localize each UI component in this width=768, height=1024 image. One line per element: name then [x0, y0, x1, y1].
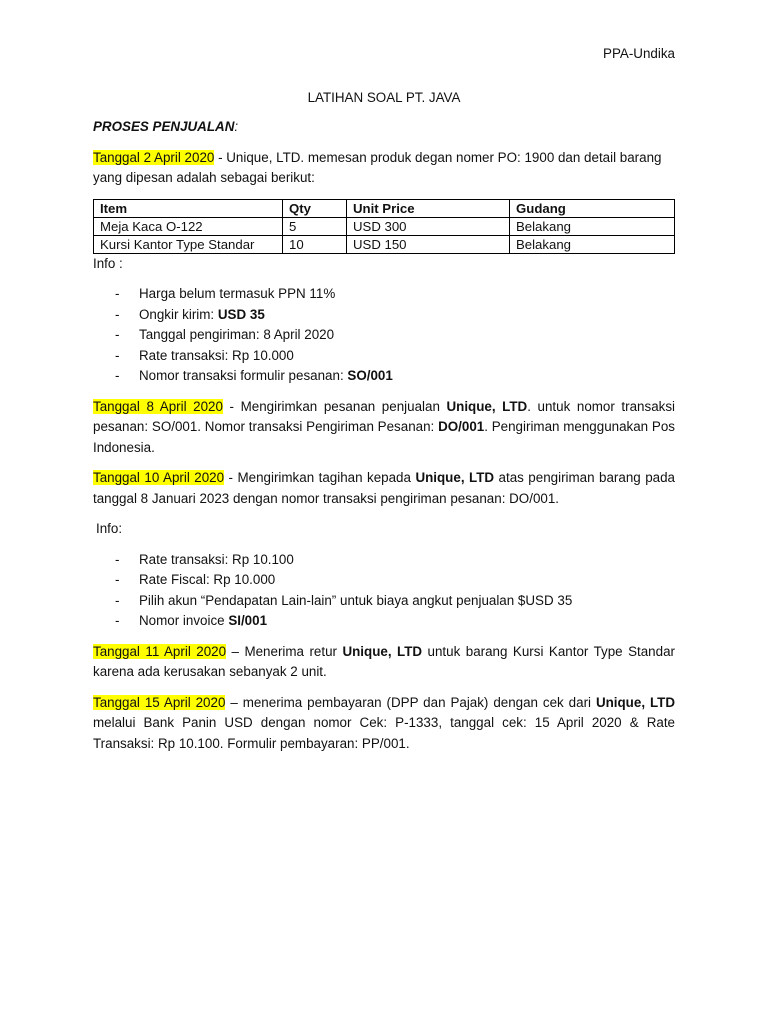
col-item-header: Item	[94, 199, 283, 217]
entry-10-april: Tanggal 10 April 2020 - Mengirimkan tagihan kepada Unique, LTD atas pengiriman barang pada tanggal 8 Januari 2023 dengan nomor transaksi pengiriman pesanan: DO/001.	[93, 470, 675, 506]
table-header-row	[94, 199, 675, 217]
list-item: - Ongkir kirim: USD 35	[115, 306, 265, 322]
document-body	[93, 117, 675, 764]
document-title: LATIHAN SOAL PT. JAVA	[307, 90, 461, 105]
col-qty-header: Qty	[283, 199, 347, 217]
col-gudang-header: Gudang	[510, 199, 675, 217]
cell-item: Kursi Kantor Type Standar	[94, 235, 283, 253]
list-item: - Rate Fiscal: Rp 10.000	[115, 572, 276, 587]
table-row	[94, 217, 675, 235]
list-item: - Rate transaksi: Rp 10.000	[115, 347, 294, 363]
entry-15-april: Tanggal 15 April 2020 – menerima pembayaran (DPP dan Pajak) dengan cek dari Unique, LTD melalui Bank Panin USD dengan nomor Cek: P-1333, tanggal cek: 15 April 2020 & Rate Transaksi: Rp 10.100. Formulir pembayaran: PP/001.	[93, 694, 675, 751]
section-title: PROSES PENJUALAN:	[93, 119, 239, 134]
date-highlight: Tanggal 11 April 2020	[93, 643, 227, 659]
date-highlight: Tanggal 15 April 2020	[93, 694, 226, 710]
list-item: - Nomor invoice SI/001	[115, 613, 268, 628]
cell-qty: 10	[283, 235, 347, 253]
info-list-2	[93, 550, 675, 632]
cell-unit-price: USD 150	[347, 235, 510, 253]
date-highlight: Tanggal 8 April 2020	[93, 398, 223, 414]
list-item: - Nomor transaksi formulir pesanan: SO/001	[115, 368, 393, 383]
header-label: PPA-Undika	[603, 46, 675, 61]
list-item: - Tanggal pengiriman: 8 April 2020	[115, 327, 335, 342]
entry-8-april: Tanggal 8 April 2020 - Mengirimkan pesanan penjualan Unique, LTD. untuk nomor transaksi pesanan: SO/001. Nomor transaksi Pengiriman Pesanan: DO/001. Pengiriman menggunakan Pos Indonesia.	[93, 398, 676, 455]
order-table	[93, 199, 675, 254]
col-unit-price-header: Unit Price	[347, 199, 510, 217]
cell-qty: 5	[283, 217, 347, 235]
cell-gudang: Belakang	[510, 217, 675, 235]
date-highlight: Tanggal 2 April 2020	[93, 149, 215, 165]
info-list-1	[93, 284, 675, 387]
table-row	[94, 235, 675, 253]
list-item: - Rate transaksi: Rp 10.100	[115, 551, 294, 567]
info-label-1: Info :	[93, 255, 123, 271]
cell-unit-price: USD 300	[347, 217, 510, 235]
info-label-2: Info:	[96, 521, 123, 536]
entry-2-april: Tanggal 2 April 2020 - Unique, LTD. memesan produk degan nomer PO: 1900 dan detail barang yang dipesan adalah sebagai berikut:	[93, 149, 662, 185]
list-item: - Pilih akun “Pendapatan Lain-lain” untuk biaya angkut penjualan $USD 35	[115, 592, 573, 608]
date-highlight: Tanggal 10 April 2020	[93, 470, 225, 485]
cell-gudang: Belakang	[510, 235, 675, 253]
list-item: - Harga belum termasuk PPN 11%	[115, 286, 336, 301]
cell-item: Meja Kaca O-122	[94, 217, 283, 235]
entry-11-april: Tanggal 11 April 2020 – Menerima retur Unique, LTD untuk barang Kursi Kantor Type Standar karena ada kerusakan sebanyak 2 unit.	[93, 643, 675, 679]
